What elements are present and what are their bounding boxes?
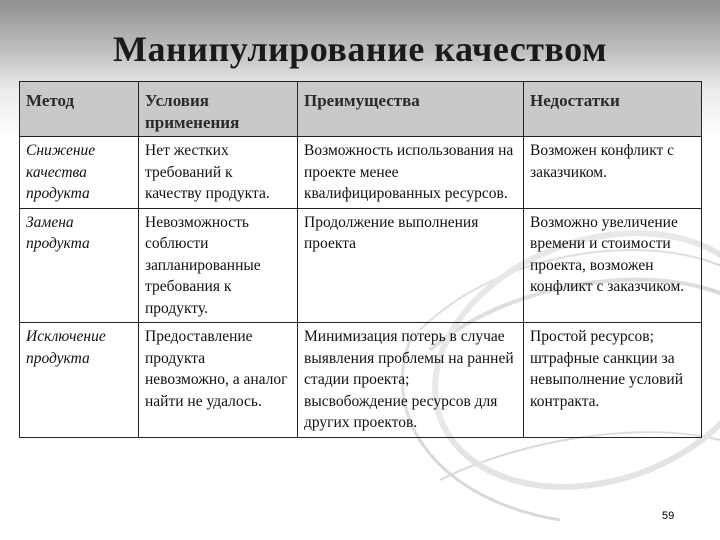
row-conditions: Предоставление продукта невозможно, а аналог найти не удалось.	[139, 323, 298, 438]
row-disadvantages: Простой ресурсов; штрафные санкции за невыполнение условий контракта.	[524, 323, 702, 438]
page-number: 59	[662, 510, 675, 522]
row-advantages: Минимизация потерь в случае выявления проблемы на ранней стадии проекта; высвобождение ресурсов для других проектов.	[298, 323, 524, 438]
header-method: Метод	[20, 82, 139, 137]
quality-methods-table	[19, 81, 702, 438]
table-row	[20, 208, 702, 323]
row-advantages: Возможность использования на проекте менее квалифицированных ресурсов.	[298, 137, 524, 209]
table-row	[20, 137, 702, 209]
row-method: Снижение качества продукта	[20, 137, 139, 209]
row-advantages: Продолжение выполнения проекта	[298, 208, 524, 323]
row-method: Замена продукта	[20, 208, 139, 323]
row-disadvantages: Возможно увеличение времени и стоимости проекта, возможен конфликт с заказчиком.	[524, 208, 702, 323]
row-conditions: Невозможность соблюсти запланированные требования к продукту.	[139, 208, 298, 323]
row-disadvantages: Возможен конфликт с заказчиком.	[524, 137, 702, 209]
row-conditions: Нет жестких требований к качеству продукта.	[139, 137, 298, 209]
header-conditions: Условия применения	[139, 82, 298, 137]
table-header-row	[20, 82, 702, 137]
row-method: Исключение продукта	[20, 323, 139, 438]
slide-title: Манипулирование качеством	[113, 29, 607, 69]
header-disadvantages: Недостатки	[524, 82, 702, 137]
header-advantages: Преимущества	[298, 82, 524, 137]
table-row	[20, 323, 702, 438]
